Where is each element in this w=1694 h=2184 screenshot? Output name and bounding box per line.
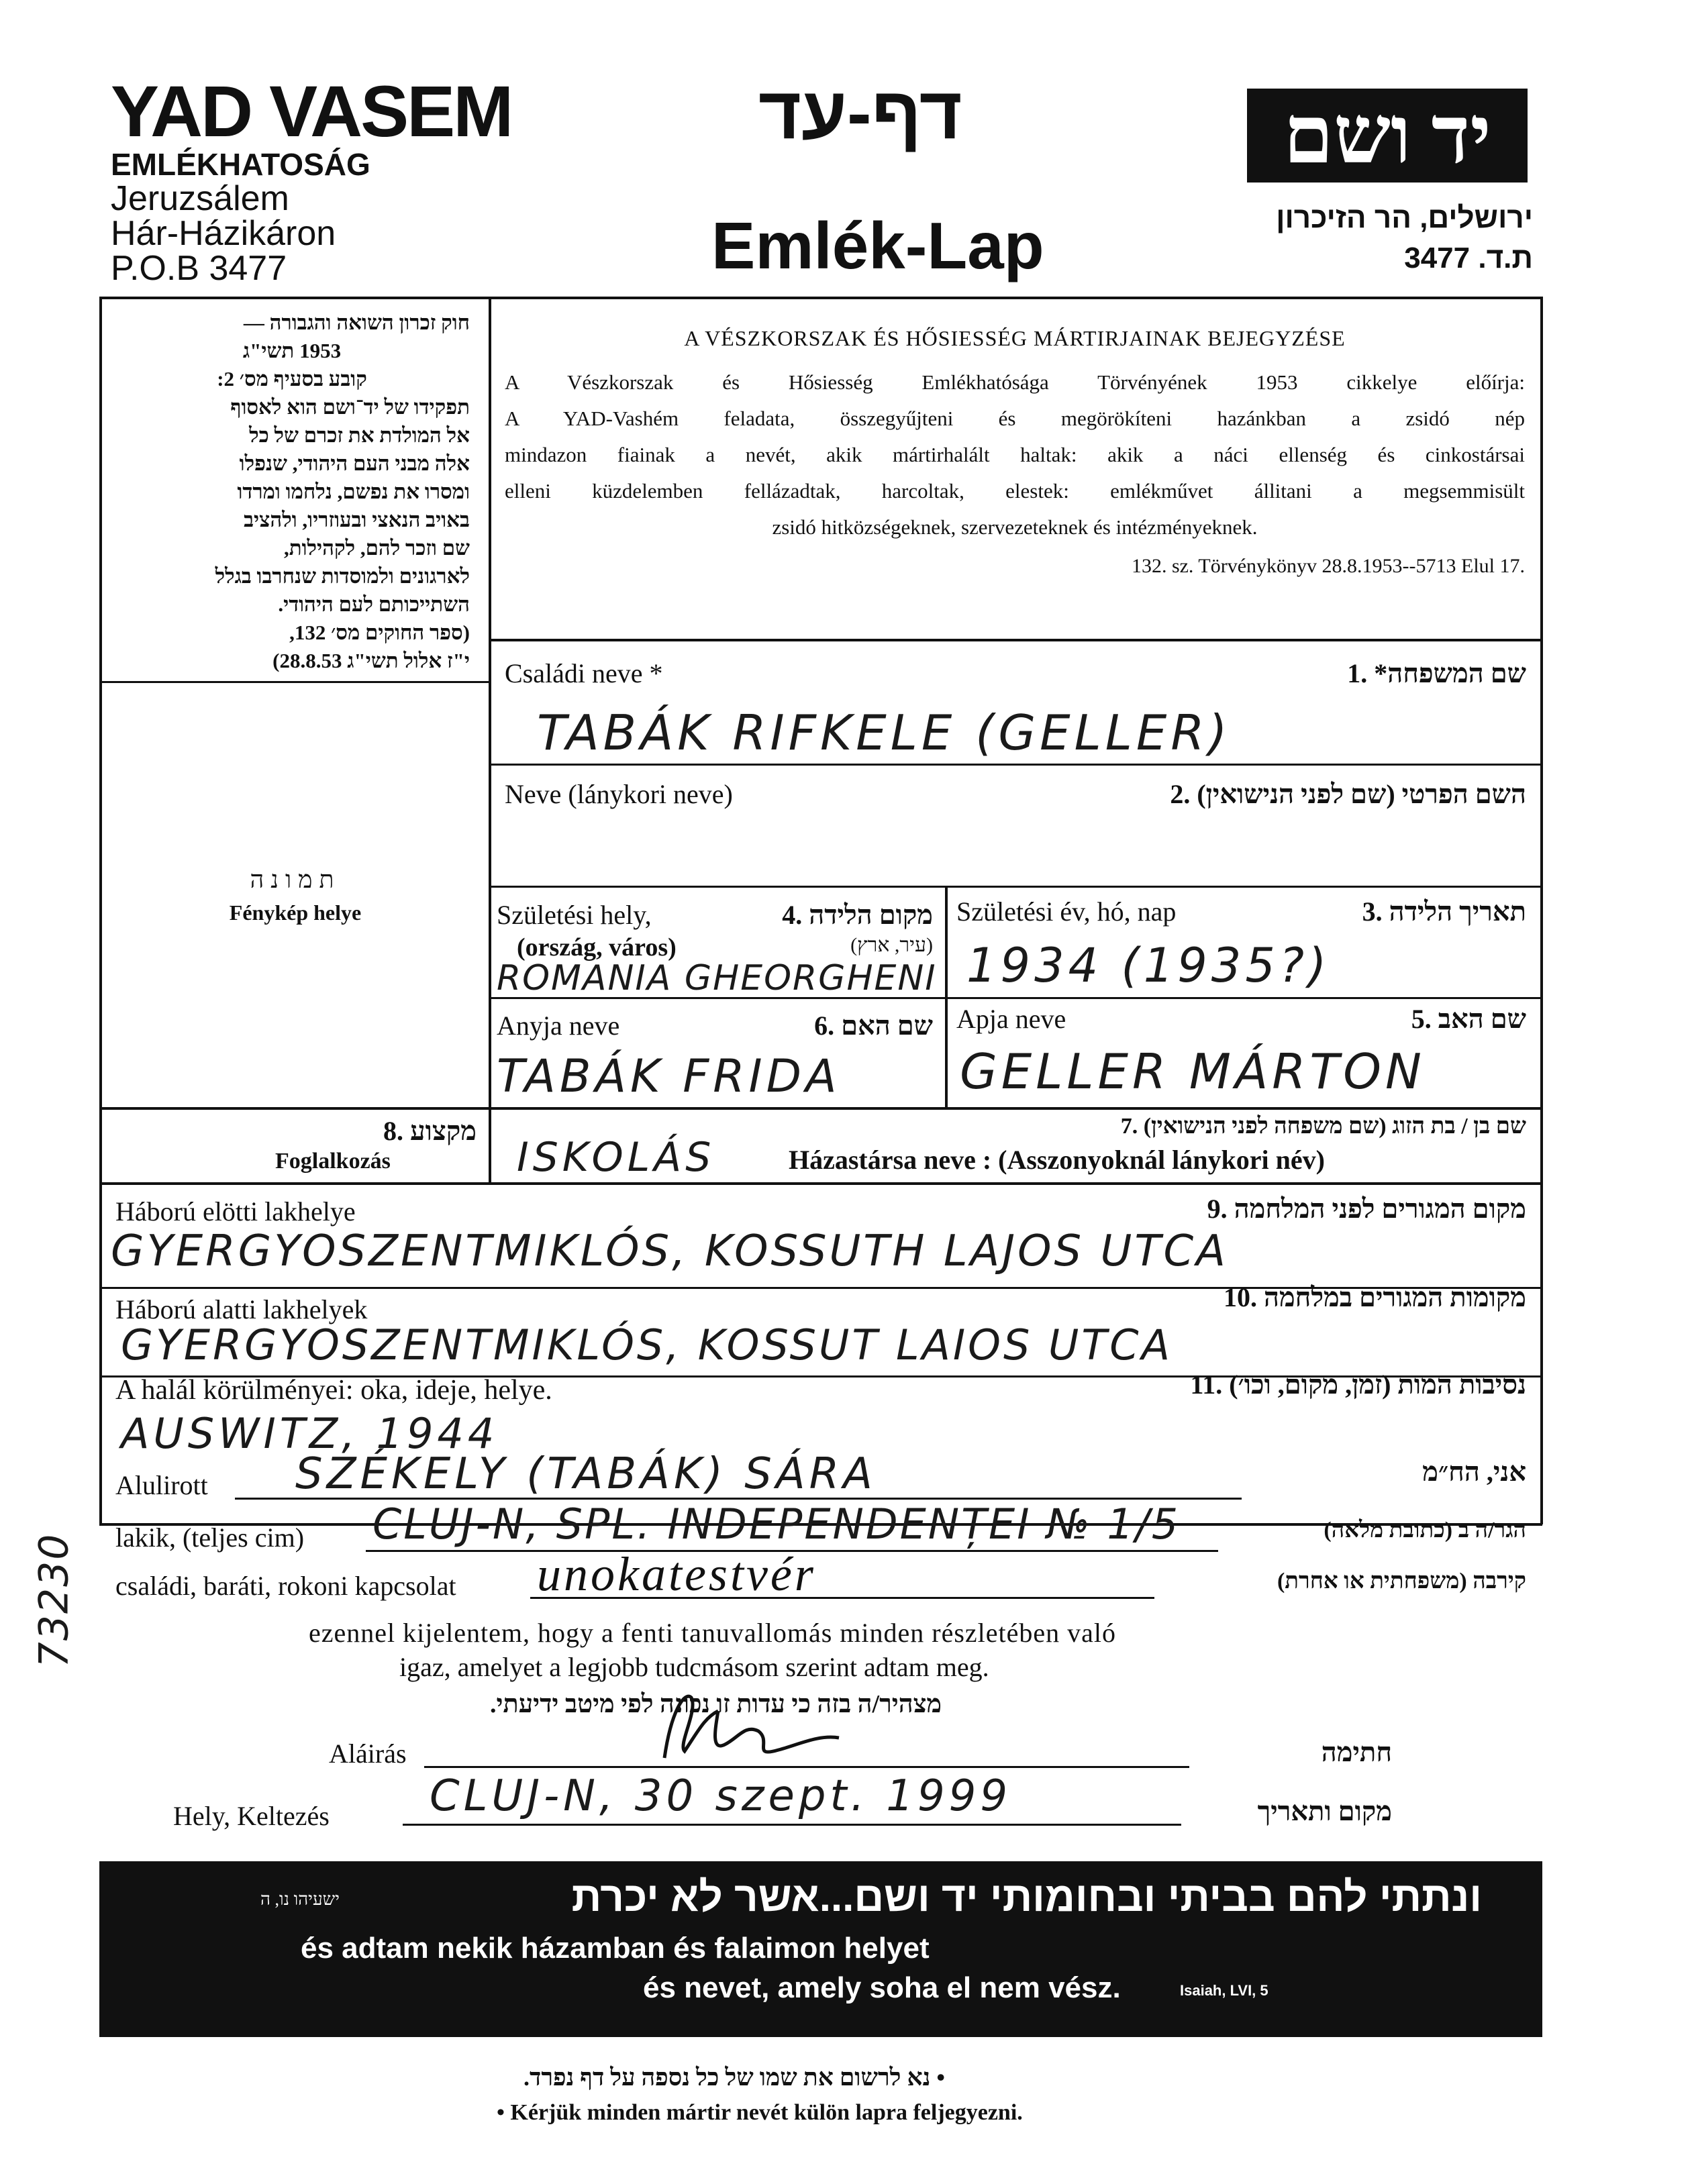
field-label-father-name-hebrew: שם האב .5	[1411, 1004, 1526, 1034]
law-line: (ספר החוקים מס׳ 132,	[289, 621, 470, 644]
law-line: השתייכותם לעם היהודי.	[278, 592, 470, 616]
footer-note-text: Kérjük minden mártir nevét külön lapra feljegyezni.	[510, 2100, 1023, 2125]
field-label-occupation: Foglalkozás	[275, 1149, 391, 1174]
declarant-address-label-hebrew: הגר/ה ב (כתובת מלאה)	[1324, 1518, 1526, 1543]
footer-hebrew: נא לרשום את שמו של כל נספה על דף נפרד. •	[524, 2064, 945, 2091]
field-label-prewar-residence-hebrew: מקום המגורים לפני המלחמה .9	[1207, 1194, 1526, 1224]
intro-line: A Vészkorszak és Hősiesség Emlékhatósága Törvényének 1953 cikkelye előírja:	[505, 370, 1525, 394]
place-date-value: CLUJ-N, 30 szept. 1999	[430, 1771, 1012, 1821]
declarant-address-value: CLUJ-N, SPL. INDEPENDENȚEI № 1/5	[372, 1500, 1181, 1549]
law-line: י"ז אלול תשי"ג 28.8.53)	[272, 649, 470, 672]
declarant-relation-label: családi, baráti, rokoni kapcsolat	[115, 1571, 456, 1601]
photo-area	[102, 866, 489, 925]
wartime-residence-value: GYERGYOSZENTMIKLÓS, KOSSUT LAIOS UTCA	[121, 1320, 1173, 1369]
signature-label-hebrew: חתימה	[1321, 1737, 1392, 1767]
field-label-family-name-hebrew: שם המשפחה* .1	[1347, 658, 1526, 688]
law-line: תפקידו של יד־ושם הוא לאסוף	[230, 395, 470, 419]
father-name-value: GELLER MÁRTON	[960, 1043, 1426, 1100]
field-label-given-name-hebrew: השם הפרטי (שם לפני הנישואין) .2	[1170, 779, 1526, 809]
attestation-hebrew: מצהיר/ה בזה כי עדות זו נכונה לפי מיטב ידיעתי.	[490, 1690, 942, 1718]
declarant-relation-value: unokatestvér	[537, 1547, 816, 1601]
law-box	[114, 309, 470, 675]
quote-banner	[99, 1861, 1542, 2037]
banner-line-2: és nevet, amely soha el nem vész.	[643, 1971, 1121, 2004]
field-label-mother-name: Anyja neve	[497, 1010, 620, 1041]
family-name-value: TABÁK RIFKELE (GELLER)	[537, 705, 1232, 761]
title-hebrew: דף-עד	[758, 72, 962, 154]
intro-line: A YAD-Vashém feladata, összegyűjteni és megörökíteni hazánkban a zsidó nép	[505, 407, 1525, 430]
field-label-occupation-hebrew: מקצוע .8	[383, 1116, 477, 1146]
field-label-father-name: Apja neve	[956, 1004, 1066, 1034]
banner-line-1: és adtam nekik házamban és falaimon helyet	[301, 1932, 930, 1965]
law-line: אל המולדת את זכרם של כל	[249, 423, 470, 447]
place-date-label: Hely, Keltezés	[173, 1801, 330, 1831]
intro-block	[505, 326, 1525, 578]
field-label-spouse-hebrew: שם בן / בת הזוג (שם משפחה לפני הנישואין) .7	[1120, 1114, 1526, 1139]
field-label-birth-date-hebrew: תאריך הלידה .3	[1362, 896, 1526, 927]
declarant-address-label: lakik, (teljes cim)	[115, 1522, 305, 1553]
field-label-prewar-residence: Háború elötti lakhelye	[115, 1196, 356, 1227]
intro-title: A VÉSZKORSZAK ÉS HŐSIESSÉG MÁRTIRJAINAK BEJEGYZÉSE	[684, 326, 1346, 350]
field-label-family-name: Családi neve *	[505, 658, 663, 688]
address-hebrew-2: ת.ד. 3477	[1404, 242, 1533, 274]
org-block	[111, 70, 512, 288]
page-title: Emlék-Lap	[711, 209, 1044, 282]
intro-citation: 132. sz. Törvénykönyv 28.8.1953--5713 Elul 17.	[1131, 555, 1525, 577]
occupation-value: ISKOLÁS	[517, 1134, 715, 1181]
law-line: 1953 תשי"ג	[242, 339, 342, 362]
footer-note: • Kérjük minden mártir nevét külön lapra feljegyezni.	[497, 2100, 1023, 2125]
banner-hebrew: ונתתי להם בביתי ובחומותי יד ושם...אשר לא יכרת	[571, 1874, 1482, 1920]
intro-line: elleni küzdelemben fellázadtak, harcoltak, elestek: emlékművet állitani a megsemmisült	[505, 479, 1525, 503]
signature-label: Aláirás	[329, 1738, 407, 1769]
field-label-spouse: Házastársa neve : (Asszonyoknál lánykori név)	[789, 1145, 1325, 1175]
photo-label: Fénykép helye	[229, 900, 362, 925]
law-line: לארגונים ולמוסדות שנחרבו בגלל	[215, 564, 470, 588]
law-line: שם וזכר להם, לקהילות,	[283, 536, 470, 560]
org-subtitle: EMLÉKHATOSÁG	[111, 147, 370, 182]
org-mount: Hár-Házikáron	[111, 214, 336, 253]
law-line: ומסרו את נפשם, נלחמו ומרדו	[237, 480, 470, 503]
law-line: אלה מבני העם היהודי, שנפלו	[239, 452, 470, 475]
law-line: קובע בסעיף מס׳ 2:	[217, 367, 367, 391]
footer-hebrew-text: נא לרשום את שמו של כל נספה על דף נפרד.	[524, 2064, 931, 2091]
logo-hebrew: יד ושם	[1283, 91, 1491, 180]
law-line: באויב הנאצי ובעוזריו, ולהציב	[244, 508, 470, 531]
field-label-birth-date: Születési év, hó, nap	[956, 896, 1177, 927]
margin-number: 73230	[30, 1532, 78, 1668]
signature-mark	[644, 1671, 846, 1778]
field-label-wartime-residence-hebrew: מקומות המגורים במלחמה .10	[1223, 1282, 1526, 1312]
declarant-name-value: SZÉKELY (TABÁK) SÁRA	[295, 1449, 877, 1499]
prewar-residence-value: GYERGYOSZENTMIKLÓS, KOSSUTH LAJOS UTCA	[111, 1227, 1228, 1276]
field-label-wartime-residence: Háború alatti lakhelyek	[115, 1294, 368, 1324]
field-label-mother-name-hebrew: שם האם .6	[814, 1010, 933, 1041]
declarant-relation-label-hebrew: קירבה (משפחתית או אחרת)	[1277, 1569, 1526, 1594]
photo-label-hebrew: תמונה	[250, 866, 341, 893]
field-label-birth-place: Születési hely,	[497, 900, 652, 930]
field-label-death-circumstances-hebrew: נסיבות המות (זמן, מקום, וכו׳) .11	[1190, 1369, 1526, 1400]
attestation-line-1: ezennel kijelentem, hogy a fenti tanuvallomás minden részletében való	[309, 1618, 1117, 1648]
law-line: חוק זכרון השואה והגבורה —	[243, 311, 470, 334]
birth-place-value: ROMANIA GHEORGHENI	[497, 958, 937, 998]
banner-ref: Isaiah, LVI, 5	[1180, 1982, 1268, 1999]
mother-name-value: TABÁK FRIDA	[497, 1050, 841, 1103]
declarant-name-label: Alulirott	[115, 1470, 208, 1500]
field-label-birth-place-hebrew-2: (עיר, ארץ)	[850, 934, 933, 956]
death-circumstances-value: AUSWITZ, 1944	[121, 1409, 499, 1458]
intro-line: mindazon fiainak a nevét, akik mártirhalált haltak: akik a náci ellenség és cinkostársai	[505, 443, 1525, 466]
declarant-name-label-hebrew: אני, הח״מ	[1422, 1457, 1526, 1487]
org-pob: P.O.B 3477	[111, 249, 287, 288]
field-label-given-name: Neve (lánykori neve)	[505, 779, 733, 809]
birth-date-value: 1934 (1935?)	[966, 938, 1331, 993]
address-hebrew-1: ירושלים, הר הזיכרון	[1276, 201, 1533, 234]
field-label-death-circumstances: A halál körülményei: oka, ideje, helye.	[115, 1375, 552, 1406]
intro-line: zsidó hitközségeknek, szervezeteknek és intézményeknek.	[772, 515, 1258, 539]
org-name: YAD VASEM	[111, 70, 512, 152]
banner-hebrew-ref: ישעיהו נו, ה	[260, 1889, 340, 1909]
field-label-birth-place-2: (ország, város)	[517, 933, 677, 961]
org-city: Jeruzsálem	[111, 179, 289, 218]
place-date-label-hebrew: מקום ותאריך	[1257, 1796, 1392, 1826]
field-label-birth-place-hebrew: מקום הלידה .4	[782, 900, 933, 930]
attestation-line-2: igaz, amelyet a legjobb tudcmásom szerint adtam meg.	[399, 1652, 989, 1682]
yad-vashem-logo	[1247, 89, 1528, 183]
